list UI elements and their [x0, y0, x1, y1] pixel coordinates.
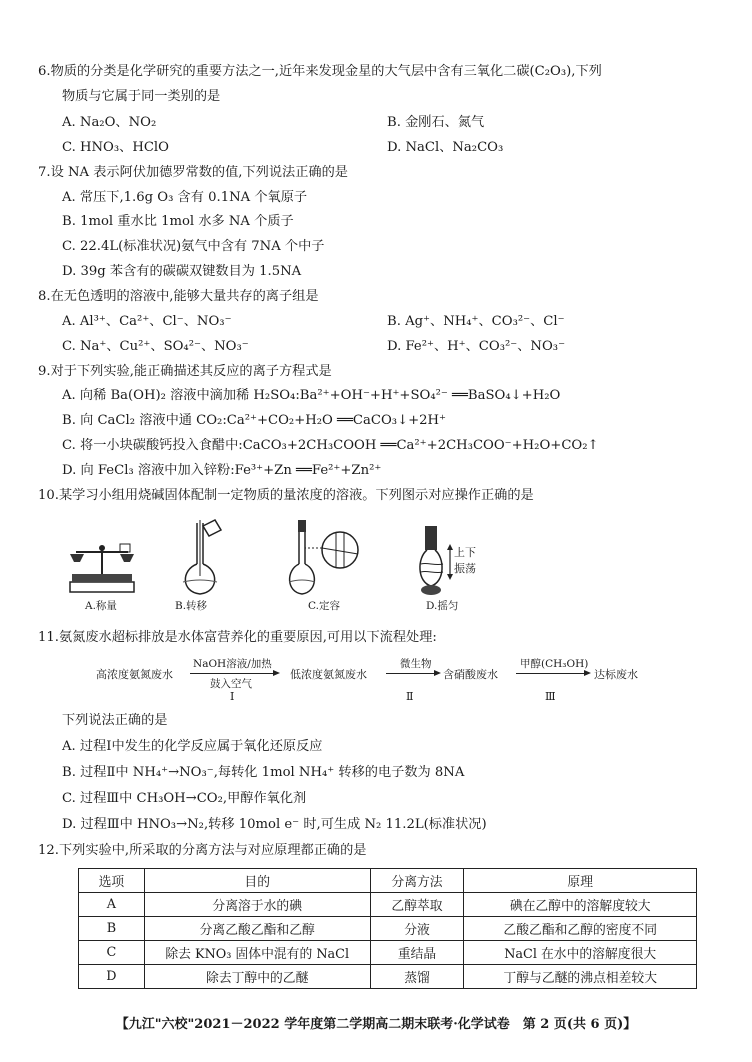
table-header-row: [79, 869, 697, 893]
cell-method: 重结晶: [370, 941, 464, 965]
q8-option-c: C. Na⁺、Cu²⁺、SO₄²⁻、NO₃⁻: [62, 339, 249, 354]
cell-purpose: 分离乙酸乙酯和乙醇: [144, 917, 370, 941]
q9-stem: 9.对于下列实验,能正确描述其反应的离子方程式是: [38, 364, 332, 379]
transfer-flask-figure: [175, 518, 225, 600]
flow-arrow-3: [516, 673, 584, 674]
header-method: 分离方法: [370, 869, 464, 893]
q7-option-d: D. 39g 苯含有的碳碳双键数目为 1.5NA: [62, 264, 302, 279]
header-purpose: 目的: [144, 869, 370, 893]
cell-principle: 碘在乙醇中的溶解度较大: [464, 893, 697, 917]
cell-option: B: [79, 917, 145, 941]
cell-purpose: 除去丁醇中的乙醚: [144, 965, 370, 989]
q12-stem: 12.下列实验中,所采取的分离方法与对应原理都正确的是: [38, 843, 367, 858]
q9-option-c: C. 将一小块碳酸钙投入食醋中:CaCO₃+2CH₃COOH ══Ca²⁺+2CH₃COO⁻+H₂O+CO₂↑: [62, 438, 599, 453]
q6-option-c: C. HNO₃、HClO: [62, 140, 169, 155]
cell-option: C: [79, 941, 145, 965]
flow-step-4: 达标废水: [594, 668, 638, 681]
cell-principle: NaCl 在水中的溶解度很大: [464, 941, 697, 965]
cell-option: A: [79, 893, 145, 917]
q6-option-d: D. NaCl、Na₂CO₃: [387, 140, 504, 155]
q7-option-c: C. 22.4L(标准状况)氨气中含有 7NA 个中子: [62, 239, 325, 254]
q6-option-b: B. 金刚石、氮气: [387, 115, 485, 130]
q8-option-a: A. Al³⁺、Ca²⁺、Cl⁻、NO₃⁻: [62, 314, 232, 329]
flow-arrow-2: [386, 673, 434, 674]
q6-stem-line2: 物质与它属于同一类别的是: [62, 89, 221, 104]
table-row: [79, 941, 697, 965]
flow-step-3: 含硝酸废水: [443, 668, 498, 681]
flow-step-2: 低浓度氨氮废水: [290, 668, 367, 681]
flow-arrow1-num: Ⅰ: [230, 690, 235, 703]
cell-purpose: 分离溶于水的碘: [144, 893, 370, 917]
shake-label-1: 上下: [454, 546, 476, 559]
volume-fix-figure: [286, 518, 366, 600]
cell-method: 蒸馏: [370, 965, 464, 989]
flow-arrow1-top: NaOH溶液/加热: [193, 658, 272, 670]
q10-stem: 10.某学习小组用烧碱固体配制一定物质的量浓度的溶液。下列图示对应操作正确的是: [38, 488, 534, 503]
q11-stem: 11.氨氮废水超标排放是水体富营养化的重要原因,可用以下流程处理:: [38, 630, 437, 645]
figure-c-caption: C.定容: [308, 600, 340, 612]
cell-principle: 乙酸乙酯和乙醇的密度不同: [464, 917, 697, 941]
flow-arrow3-num: Ⅲ: [545, 690, 556, 703]
q8-option-b: B. Ag⁺、NH₄⁺、CO₃²⁻、Cl⁻: [387, 314, 565, 329]
q8-option-d: D. Fe²⁺、H⁺、CO₃²⁻、NO₃⁻: [387, 339, 566, 354]
q11-option-a: A. 过程Ⅰ中发生的化学反应属于氧化还原反应: [62, 739, 323, 754]
flow-arrow1-bottom: 鼓入空气: [210, 678, 252, 690]
page-footer: 【九江"六校"2021－2022 学年度第二学期高二期末联考·化学试卷 第 2 页(共 6 页)】: [115, 1017, 637, 1032]
cell-method: 分液: [370, 917, 464, 941]
q8-stem: 8.在无色透明的溶液中,能够大量共存的离子组是: [38, 289, 319, 304]
cell-purpose: 除去 KNO₃ 固体中混有的 NaCl: [144, 941, 370, 965]
shake-hands-figure: [415, 520, 447, 602]
table-row: [79, 893, 697, 917]
up-down-arrow-icon: [446, 544, 454, 580]
flow-arrow3-top: 甲醇(CH₃OH): [520, 658, 589, 670]
header-principle: 原理: [464, 869, 697, 893]
flow-arrowhead-3: [584, 670, 591, 676]
q6-stem-line1: 6.物质的分类是化学研究的重要方法之一,近年来发现金星的大气层中含有三氧化二碳(C₂O₃),下列: [38, 64, 602, 79]
q11-option-b: B. 过程Ⅱ中 NH₄⁺→NO₃⁻,每转化 1mol NH₄⁺ 转移的电子数为 8NA: [62, 765, 465, 780]
flow-step-1: 高浓度氨氮废水: [96, 668, 173, 681]
header-option: 选项: [79, 869, 145, 893]
q9-option-b: B. 向 CaCl₂ 溶液中通 CO₂:Ca²⁺+CO₂+H₂O ══CaCO₃↓+2H⁺: [62, 413, 447, 428]
figure-b-caption: B.转移: [175, 600, 208, 612]
table-row: [79, 917, 697, 941]
q9-option-a: A. 向稀 Ba(OH)₂ 溶液中滴加稀 H₂SO₄:Ba²⁺+OH⁻+H⁺+SO₄²⁻ ══BaSO₄↓+H₂O: [62, 388, 561, 403]
flow-arrowhead-1: [273, 670, 280, 676]
table-row: [79, 965, 697, 989]
figure-d-caption: D.摇匀: [426, 600, 459, 612]
q7-stem: 7.设 NA 表示阿伏加德罗常数的值,下列说法正确的是: [38, 165, 348, 180]
cell-option: D: [79, 965, 145, 989]
q11-option-c: C. 过程Ⅲ中 CH₃OH→CO₂,甲醇作氧化剂: [62, 791, 307, 806]
shake-label-2: 振荡: [454, 562, 476, 575]
q9-option-d: D. 向 FeCl₃ 溶液中加入锌粉:Fe³⁺+Zn ══Fe²⁺+Zn²⁺: [62, 463, 382, 478]
figure-a-caption: A.称量: [85, 600, 117, 612]
flow-arrowhead-2: [434, 670, 441, 676]
q12-table: [78, 868, 697, 989]
q7-option-a: A. 常压下,1.6g O₃ 含有 0.1NA 个氧原子: [62, 190, 308, 205]
q7-option-b: B. 1mol 重水比 1mol 水多 NA 个质子: [62, 214, 294, 229]
q6-option-a: A. Na₂O、NO₂: [62, 115, 157, 130]
flow-arrow-1: [190, 673, 273, 674]
flow-arrow2-num: Ⅱ: [406, 690, 414, 703]
q11-prompt: 下列说法正确的是: [62, 713, 168, 728]
q11-option-d: D. 过程Ⅲ中 HNO₃→N₂,转移 10mol e⁻ 时,可生成 N₂ 11.2L(标准状况): [62, 817, 487, 832]
cell-method: 乙醇萃取: [370, 893, 464, 917]
flow-arrow2-top: 微生物: [400, 658, 432, 670]
cell-principle: 丁醇与乙醚的沸点相差较大: [464, 965, 697, 989]
